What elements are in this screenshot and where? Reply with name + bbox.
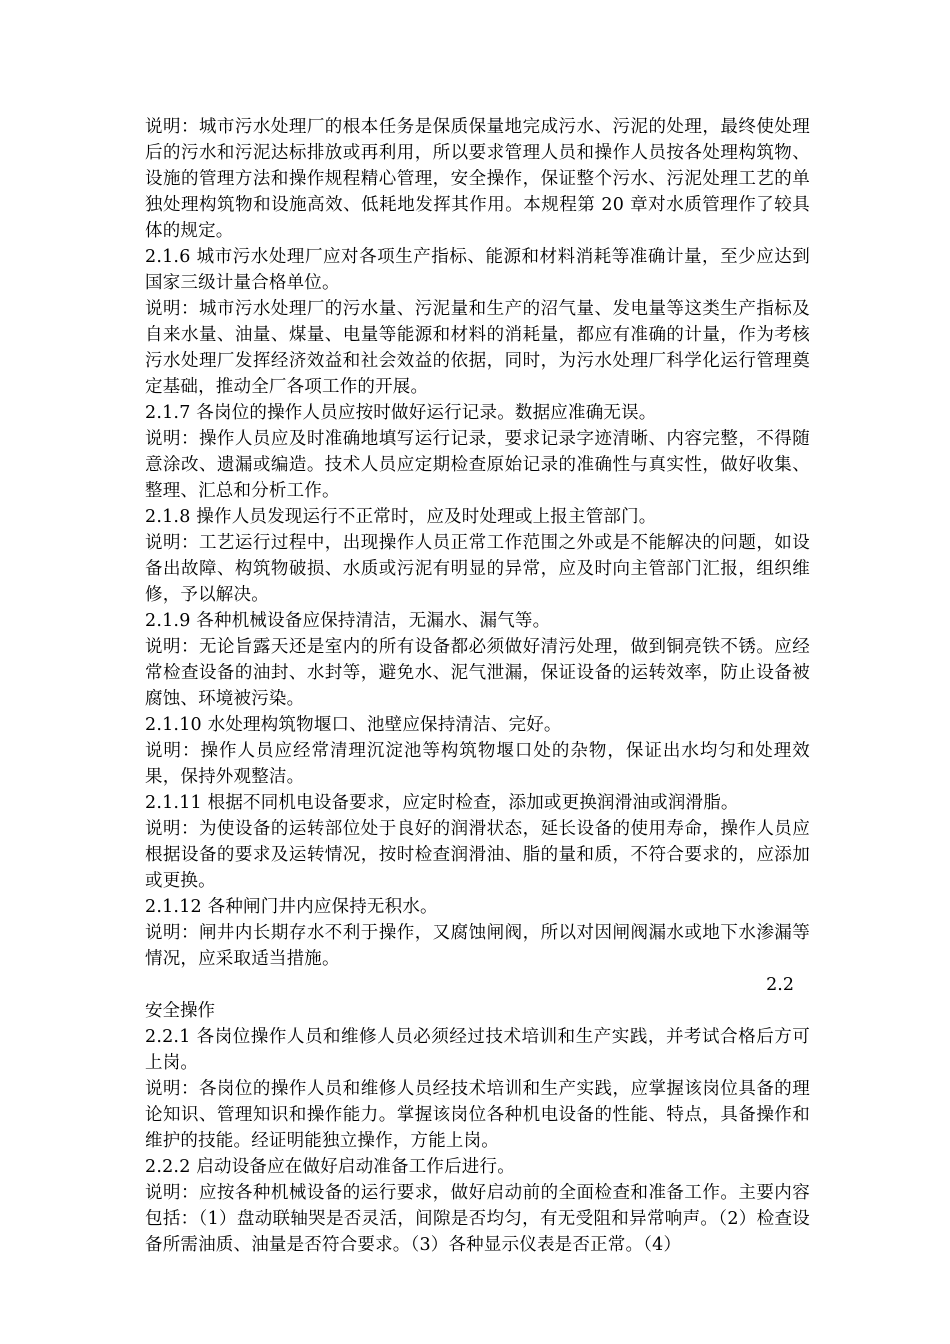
paragraph-note: 说明：操作人员应经常清理沉淀池等构筑物堰口处的杂物，保证出水均匀和处理效果，保持外观整洁。 — [145, 741, 810, 787]
paragraph-note: 说明：为使设备的运转部位处于良好的润滑状态，延长设备的使用寿命，操作人员应根据设备的要求及运转情况，按时检查润滑油、脂的量和质，不符合要求的，应添加或更换。 — [145, 819, 810, 891]
paragraph-clause: 2.1.6 城市污水处理厂应对各项生产指标、能源和材料消耗等准确计量，至少应达到国家三级计量合格单位。 — [145, 247, 810, 293]
paragraph-note: 说明：城市污水处理厂的污水量、污泥量和生产的沼气量、发电量等这类生产指标及自来水量、油量、煤量、电量等能源和材料的消耗量，都应有准确的计量，作为考核污水处理厂发挥经济效益和社会效益的依据，同时，为污水处理厂科学化运行管理奠定基础，推动全厂各项工作的开展。 — [145, 299, 810, 397]
paragraph-note: 说明：工艺运行过程中，出现操作人员正常工作范围之外或是不能解决的问题，如设备出故障、构筑物破损、水质或污泥有明显的异常，应及时向主管部门汇报，组织维修，予以解决。 — [145, 533, 810, 605]
paragraph-note: 说明：无论旨露天还是室内的所有设备都必须做好清污处理，做到铜亮铁不锈。应经常检查设备的油封、水封等，避免水、泥气泄漏，保证设备的运转效率，防止设备被腐蚀、环境被污染。 — [145, 637, 810, 709]
paragraph-clause: 2.1.8 操作人员发现运行不正常时，应及时处理或上报主管部门。 — [145, 507, 657, 527]
paragraph-note: 说明：城市污水处理厂的根本任务是保质保量地完成污水、污泥的处理，最终使处理后的污水和污泥达标排放或再利用，所以要求管理人员和操作人员按各处理构筑物、设施的管理方法和操作规程精心管理，安全操作，保证整个污水、污泥处理工艺的单独处理构筑物和设施高效、低耗地发挥其作用。本规程第 20 章对水质管理作了较具体的规定。 — [145, 117, 810, 241]
document-page — [145, 114, 810, 1258]
paragraph-note: 说明：应按各种机械设备的运行要求，做好启动前的全面检查和准备工作。主要内容包括：（1）盘动联轴哭是否灵活，间隙是否均匀，有无受阻和异常响声。（2）检查设备所需油质、油量是否符合要求。（3）各种显示仪表是否正常。（4） — [145, 1183, 810, 1255]
paragraph-note: 说明：各岗位的操作人员和维修人员经技术培训和生产实践，应掌握该岗位具备的理论知识、管理知识和操作能力。掌握该岗位各种机电设备的性能、特点，具备操作和维护的技能。经证明能独立操作，方能上岗。 — [145, 1079, 810, 1151]
section-number: 2.2 — [766, 975, 794, 995]
paragraph-note: 说明：操作人员应及时准确地填写运行记录，要求记录字迹清晰、内容完整，不得随意涂改、遗漏或编造。技术人员应定期检查原始记录的准确性与真实性，做好收集、整理、汇总和分析工作。 — [145, 429, 810, 501]
paragraph-clause: 2.1.12 各种闸门井内应保持无积水。 — [145, 897, 438, 917]
section-title: 安全操作 — [145, 1001, 215, 1021]
paragraph-clause: 2.1.9 各种机械设备应保持清洁，无漏水、漏气等。 — [145, 611, 551, 631]
paragraph-note: 说明：闸井内长期存水不利于操作，又腐蚀闸阀，所以对因闸阀漏水或地下水渗漏等情况，应采取适当措施。 — [145, 923, 810, 969]
paragraph-clause: 2.2.2 启动设备应在做好启动准备工作后进行。 — [145, 1157, 515, 1177]
paragraph-clause: 2.1.11 根据不同机电设备要求，应定时检查，添加或更换润滑油或润滑脂。 — [145, 793, 739, 813]
paragraph-clause: 2.2.1 各岗位操作人员和维修人员必须经过技术培训和生产实践，并考试合格后方可上岗。 — [145, 1027, 810, 1073]
paragraph-clause: 2.1.10 水处理构筑物堰口、池壁应保持清洁、完好。 — [145, 715, 562, 735]
paragraph-clause: 2.1.7 各岗位的操作人员应按时做好运行记录。数据应准确无误。 — [145, 403, 657, 423]
